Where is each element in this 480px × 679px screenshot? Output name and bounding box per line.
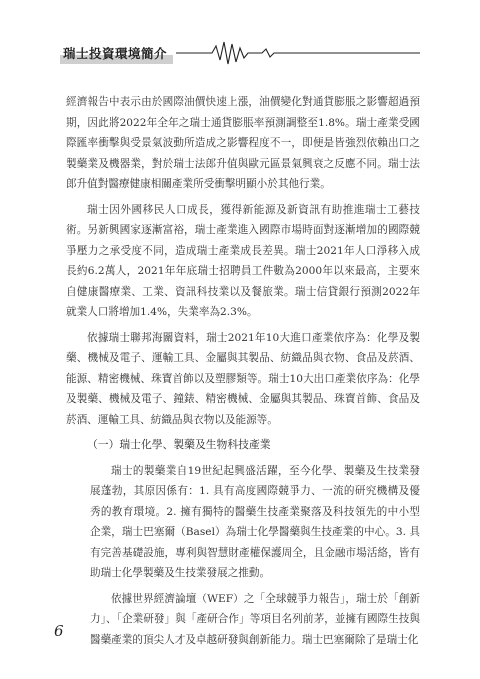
running-header [0,38,480,68]
paragraph-pharma-history: 瑞士的製藥業自19世紀起興盛活躍，至今化學、製藥及生技業發展蓬勃，其原因係有：1. 具有高度國際競爭力、一流的研究機構及優秀的教育環境。2. 擁有獨特的醫藥生技產業聚落及科技領先的中小型企業，瑞士巴塞爾（Basel）為瑞士化學醫藥與生技產業的中心。3. 具有完善基礎設施，專利與智慧財產權保護周全，且金融市場活絡，皆有助瑞士化學製藥及生技業發展之推動。 [90,464,420,579]
paragraph-population: 瑞士因外國移民人口成長，獲得新能源及新資訊有助推進瑞士工藝技術。另新興國家逐漸富裕，瑞士產業進入國際市場時面對逐漸增加的國際競爭壓力之承受度不同，造成瑞士產業成長差異。瑞士2021年人口淨移入成長約6.2萬人，2021年年底瑞士招聘員工件數為2000年以來最高，主要來自健康醫療業、工業、資訊科技業以及餐旅業。瑞士信貸銀行預測2022年就業人口將增加1.4%，失業率為2.3%。 [66,203,420,318]
page-number: 6 [54,622,64,640]
body-text [66,92,420,655]
header-title: 瑞士投資環境簡介 [60,42,173,64]
paragraph-wef-report: 依據世界經濟論壇（WEF）之「全球競爭力報告」，瑞士於「創新力」、「企業研發」與「產研合作」等項目名列前茅，並擁有國際生技與醫藥產業的頂尖人才及卓越研發與創新能力。瑞士巴塞爾除了是瑞士化 [90,592,420,646]
paragraph-inflation: 經濟報告中表示由於國際油價快速上漲，油價變化對通貨膨脹之影響超過預期，因此將2022年全年之瑞士通貨膨脹率預測調整至1.8%。瑞士產業受國際匯率衝擊與受景氣波動所造成之影響程度不一，即便是皆強烈依賴出口之製藥業及機器業，對於瑞士法郎升值與歐元區景氣興衰之反應不同。瑞士法郎升值對醫療健康相關產業所受衝擊明顯小於其他行業。 [66,96,420,190]
header-title-block [60,38,173,68]
section-heading-chemical-pharma: （一）瑞士化學、製藥及生物科技產業 [87,438,271,451]
paragraph-trade: 依據瑞士聯邦海關資料，瑞士2021年10大進口產業依序為：化學及製藥、機械及電子、運輸工具、金屬與其製品、紡織品與衣物、食品及菸酒、能源、精密機械、珠寶首飾以及塑膠類等。瑞士10大出口產業依序為：化學及製藥、機械及電子、鐘錶、精密機械、金屬與其製品、珠寶首飾、食品及菸酒、運輸工具、紡織品與衣物以及能源等。 [66,331,420,426]
